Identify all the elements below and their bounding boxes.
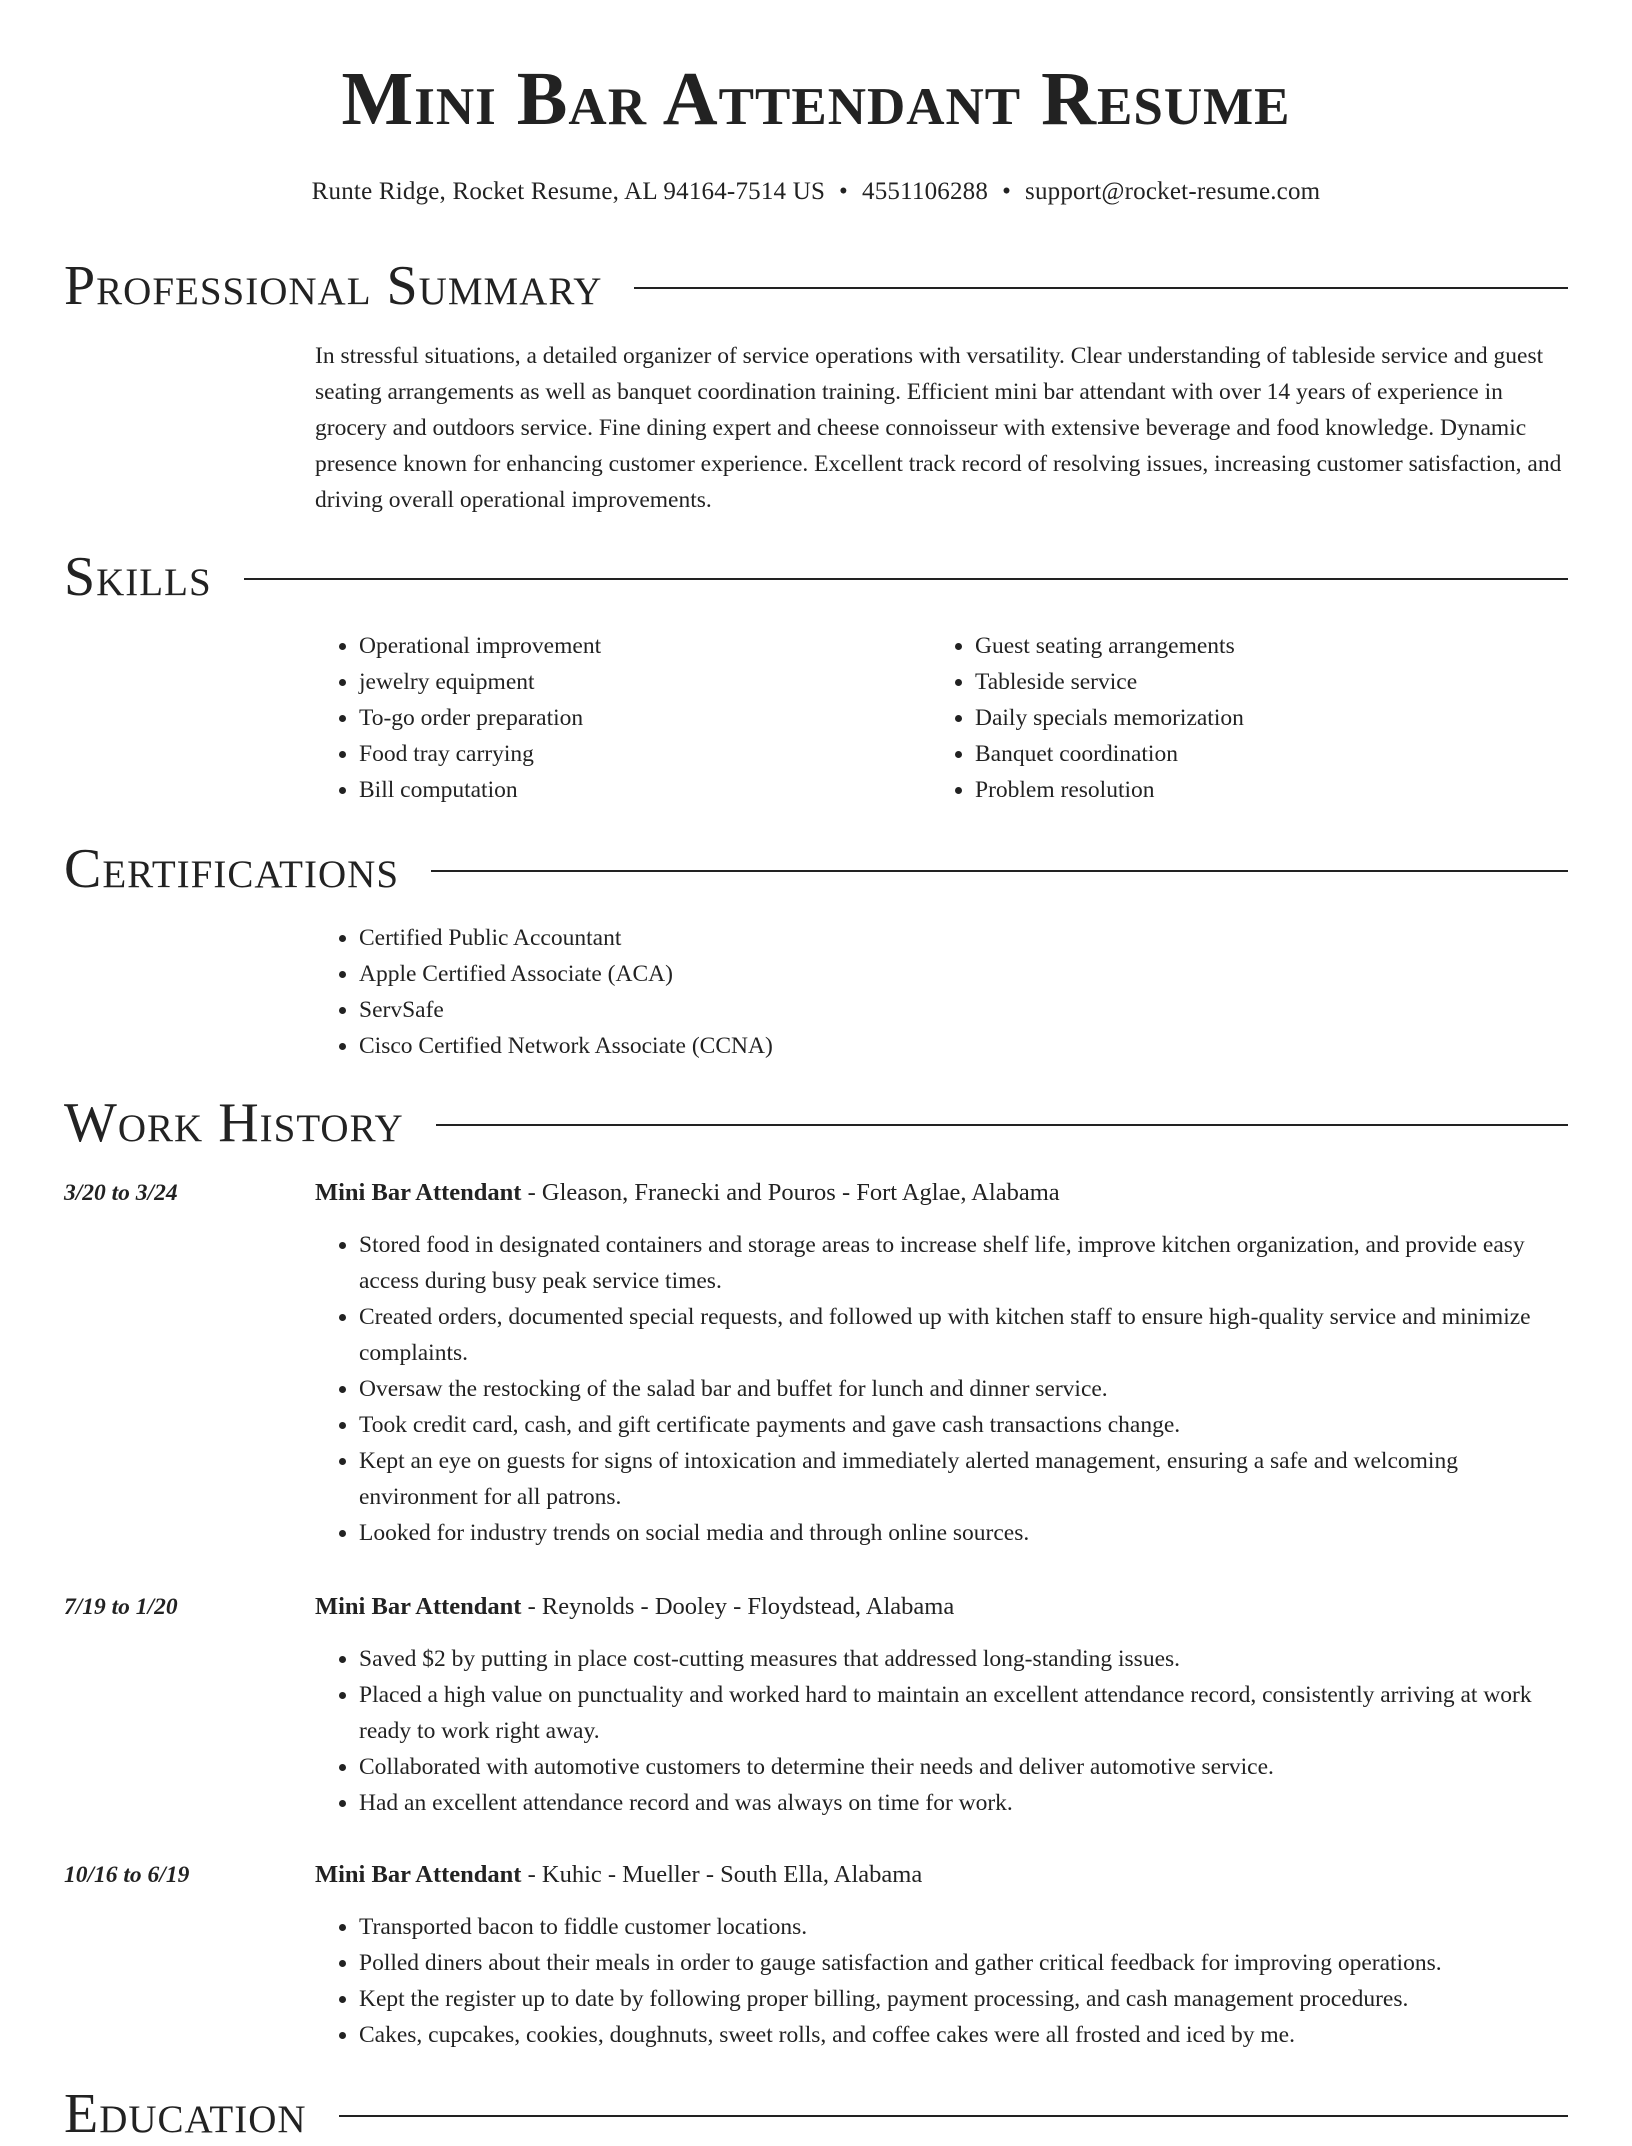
duty-item: • Placed a high value on punctuality and worked hard to maintain an excellent attendance record, consistently arriving at work ready to work right away. <box>359 1677 1568 1749</box>
duty-item: • Looked for industry trends on social media and through online sources. <box>359 1515 1568 1551</box>
duty-item: • Had an excellent attendance record and was always on time for work. <box>359 1785 1568 1821</box>
job-entry <box>64 1589 1568 1829</box>
certification-item: • Cisco Certified Network Associate (CCNA) <box>359 1028 1215 1064</box>
job-entry <box>64 1175 1568 1555</box>
job-company: - Reynolds - Dooley - Floydstead, Alabama <box>521 1593 955 1620</box>
duty-item: • Transported bacon to fiddle customer locations. <box>359 1909 1568 1945</box>
job-dates: 7/19 to 1/20 <box>64 1594 178 1620</box>
duty-item: • Collaborated with automotive customers to determine their needs and deliver automotive service. <box>359 1749 1568 1785</box>
summary-text: In stressful situations, a detailed organizer of service operations with versatility. Clear understanding of tableside service and guest seating arrangements as well as banquet coordination training. Efficient mini bar attendant with over 14 years of experience in grocery and outdoors service. Fine dining expert and cheese connoisseur with extensive beverage and food knowledge. Dynamic presence known for enhancing customer experience. Excellent track record of resolving issues, increasing customer satisfaction, and driving overall operational improvements. <box>315 343 1562 513</box>
job-dates: 10/16 to 6/19 <box>64 1862 190 1888</box>
job-dates: 3/20 to 3/24 <box>64 1180 178 1206</box>
job-company: - Kuhic - Mueller - South Ella, Alabama <box>521 1861 923 1888</box>
section-title-certifications: Certifications <box>64 838 400 900</box>
skill-item: • Food tray carrying <box>359 736 915 772</box>
skills-list-left <box>315 628 915 808</box>
job-role: Mini Bar Attendant <box>315 1593 522 1620</box>
section-header-skills <box>64 545 1568 609</box>
job-duties <box>315 1909 1568 2053</box>
skill-item: • Daily specials memorization <box>975 700 1531 736</box>
job-heading <box>315 1175 1060 1211</box>
section-title-skills: Skills <box>64 546 212 608</box>
contact-address: Runte Ridge, Rocket Resume, AL 94164-7514 US <box>311 178 826 205</box>
duty-item: • Took credit card, cash, and gift certificate payments and gave cash transactions change. <box>359 1407 1568 1443</box>
section-title-summary: Professional Summary <box>64 255 603 317</box>
skill-item: • Tableside service <box>975 664 1531 700</box>
skills-list-right <box>931 628 1531 808</box>
section-divider <box>339 2115 1568 2117</box>
skill-item: • Bill computation <box>359 772 915 808</box>
section-header-certifications <box>64 837 1568 901</box>
job-entry <box>64 1857 1568 2057</box>
certification-item: • Apple Certified Associate (ACA) <box>359 956 1215 992</box>
skill-item: • To-go order preparation <box>359 700 915 736</box>
certification-item: • ServSafe <box>359 992 1215 1028</box>
section-header-education <box>64 2082 1568 2146</box>
section-divider <box>244 578 1568 580</box>
certification-item: • Certified Public Accountant <box>359 920 1215 956</box>
section-title-education: Education <box>64 2083 307 2145</box>
contact-email: support@rocket-resume.com <box>1025 178 1321 205</box>
job-company: - Gleason, Franecki and Pouros - Fort Aglae, Alabama <box>521 1179 1060 1206</box>
duty-item: • Saved $2 by putting in place cost-cutting measures that addressed long-standing issues. <box>359 1641 1568 1677</box>
duty-item: • Stored food in designated containers and storage areas to increase shelf life, improve kitchen organization, and provide easy access during busy peak service times. <box>359 1227 1568 1299</box>
section-divider <box>431 870 1568 872</box>
skill-item: • Problem resolution <box>975 772 1531 808</box>
duty-item: • Kept an eye on guests for signs of intoxication and immediately alerted management, ensuring a safe and welcoming environment for all patrons. <box>359 1443 1568 1515</box>
section-divider <box>436 1124 1568 1126</box>
resume-title: Mini Bar Attendant Resume <box>341 57 1291 141</box>
duty-item: • Created orders, documented special requests, and followed up with kitchen staff to ensure high-quality service and minimize complaints. <box>359 1299 1568 1371</box>
section-title-work-history: Work History <box>64 1092 404 1154</box>
contact-line <box>0 175 1632 209</box>
section-divider <box>634 287 1568 289</box>
section-header-work-history <box>64 1091 1568 1155</box>
duty-item: • Oversaw the restocking of the salad bar and buffet for lunch and dinner service. <box>359 1371 1568 1407</box>
job-duties <box>315 1227 1568 1551</box>
skill-item: • jewelry equipment <box>359 664 915 700</box>
skill-item: • Banquet coordination <box>975 736 1531 772</box>
duty-item: • Polled diners about their meals in order to gauge satisfaction and gather critical feedback for improving operations. <box>359 1945 1568 1981</box>
skill-item: • Operational improvement <box>359 628 915 664</box>
contact-phone: 4551106288 <box>862 178 989 205</box>
certifications-list <box>315 920 1215 1064</box>
job-role: Mini Bar Attendant <box>315 1179 522 1206</box>
job-heading <box>315 1589 954 1625</box>
contact-separator: • <box>1002 178 1012 205</box>
duty-item: • Kept the register up to date by following proper billing, payment processing, and cash management procedures. <box>359 1981 1568 2017</box>
section-header-summary <box>64 254 1568 318</box>
job-role: Mini Bar Attendant <box>315 1861 522 1888</box>
skill-item: • Guest seating arrangements <box>975 628 1531 664</box>
duty-item: • Cakes, cupcakes, cookies, doughnuts, sweet rolls, and coffee cakes were all frosted and iced by me. <box>359 2017 1568 2053</box>
contact-separator: • <box>839 178 848 205</box>
job-duties <box>315 1641 1568 1821</box>
job-heading <box>315 1857 922 1893</box>
